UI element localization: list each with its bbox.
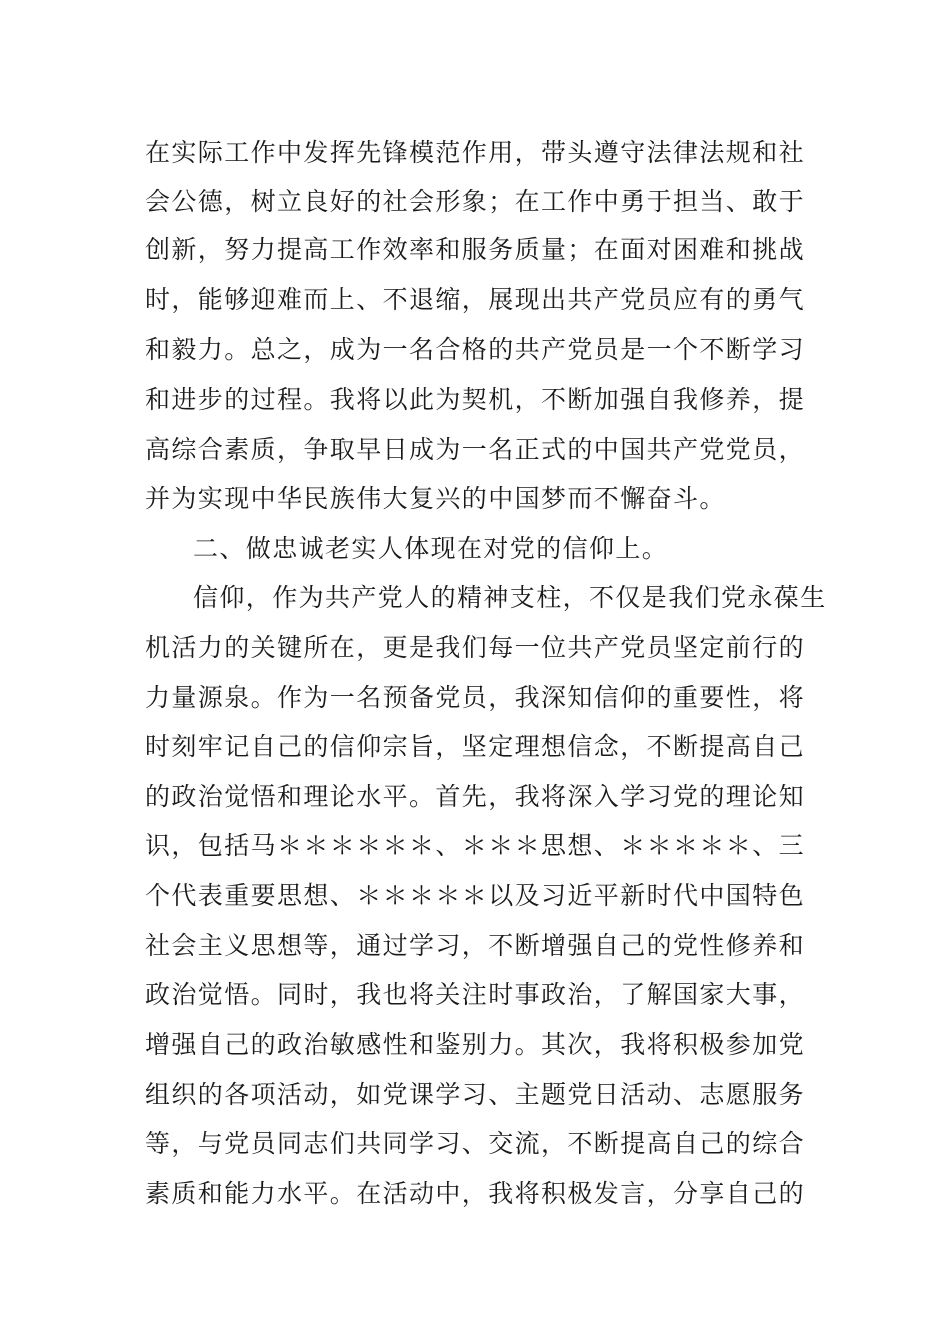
paragraph-line: 素质和能力水平。在活动中，我将积极发言，分享自己的 [145, 1179, 806, 1208]
paragraph-line: 增强自己的政治敏感性和鉴别力。其次，我将积极参加党 [145, 1030, 806, 1059]
paragraph-line: 的政治觉悟和理论水平。首先，我将深入学习党的理论知 [145, 782, 806, 811]
paragraph-line: 在实际工作中发挥先锋模范作用，带头遵守法律法规和社 [145, 138, 806, 167]
paragraph-line: 和毅力。总之，成为一名合格的共产党员是一个不断学习 [145, 335, 806, 364]
paragraph-line: 和进步的过程。我将以此为契机，不断加强自我修养，提 [145, 385, 806, 414]
paragraph-line: 机活力的关键所在，更是我们每一位共产党员坚定前行的 [145, 633, 806, 662]
paragraph-line: 识，包括马＊＊＊＊＊＊、＊＊＊思想、＊＊＊＊＊、三 [145, 831, 806, 860]
paragraph-line: 力量源泉。作为一名预备党员，我深知信仰的重要性，将 [145, 683, 806, 712]
paragraph-line: 社会主义思想等，通过学习，不断增强自己的党性修养和 [145, 931, 806, 960]
paragraph-line: 政治觉悟。同时，我也将关注时事政治，了解国家大事， [145, 980, 806, 1009]
paragraph-line: 组织的各项活动，如党课学习、主题党日活动、志愿服务 [145, 1080, 806, 1109]
paragraph-line: 信仰，作为共产党人的精神支柱，不仅是我们党永葆生 [193, 583, 827, 612]
paragraph-line: 高综合素质，争取早日成为一名正式的中国共产党党员， [145, 435, 806, 464]
paragraph-line: 等，与党员同志们共同学习、交流，不断提高自己的综合 [145, 1129, 806, 1158]
paragraph-line: 创新，努力提高工作效率和服务质量；在面对困难和挑战 [145, 235, 806, 264]
paragraph-line: 时刻牢记自己的信仰宗旨，坚定理想信念，不断提高自己 [145, 732, 806, 761]
paragraph-line: 时，能够迎难而上、不退缩，展现出共产党员应有的勇气 [145, 285, 806, 314]
section-heading: 二、做忠诚老实人体现在对党的信仰上。 [193, 534, 669, 563]
paragraph-line: 个代表重要思想、＊＊＊＊＊以及习近平新时代中国特色 [145, 881, 806, 910]
paragraph-line: 会公德，树立良好的社会形象；在工作中勇于担当、敢于 [145, 187, 806, 216]
paragraph-line: 并为实现中华民族伟大复兴的中国梦而不懈奋斗。 [145, 484, 726, 513]
